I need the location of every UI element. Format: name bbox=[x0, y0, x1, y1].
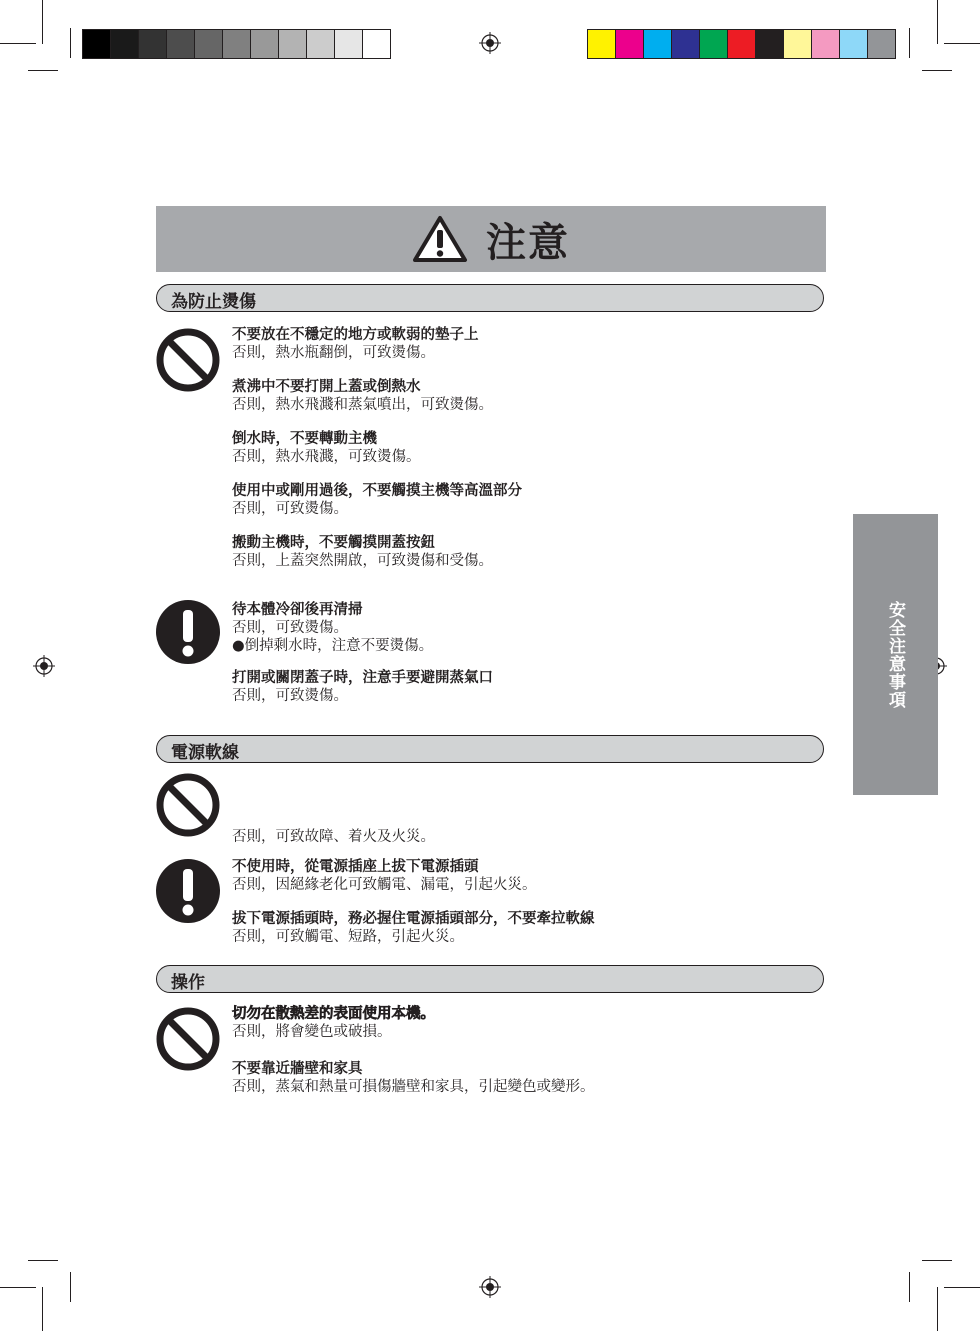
caution-item bbox=[232, 326, 832, 362]
prohibition-icon bbox=[155, 1006, 221, 1072]
item-heading: 煮沸中不要打開上蓋或倒熱水 bbox=[232, 379, 421, 395]
registration-mark-icon bbox=[33, 655, 55, 677]
mandatory-action-icon bbox=[155, 599, 221, 665]
item-body: 否則，蒸氣和熱量可損傷牆壁和家具，引起變色或變形。 bbox=[232, 1079, 595, 1095]
mandatory-action-icon bbox=[155, 858, 221, 924]
section-title: 電源軟線 bbox=[171, 743, 239, 763]
section-title: 為防止燙傷 bbox=[171, 292, 256, 312]
section-title: 操作 bbox=[171, 973, 205, 993]
caution-item bbox=[232, 1060, 832, 1096]
side-tab-label: 安全注意事項 bbox=[885, 600, 905, 709]
item-body: 否則，將會變色或破損。 bbox=[232, 1024, 392, 1040]
item-heading bbox=[232, 810, 832, 828]
registration-mark-icon bbox=[479, 1276, 501, 1298]
item-heading: 使用中或剛用過後，不要觸摸主機等高溫部分 bbox=[232, 483, 522, 499]
item-heading: 倒水時，不要轉動主機 bbox=[232, 431, 377, 447]
caution-item bbox=[232, 910, 832, 946]
item-body: 否則，可致燙傷。 bbox=[232, 501, 348, 517]
side-tab bbox=[853, 514, 938, 795]
item-heading: 打開或關閉蓋子時，注意手要避開蒸氣口 bbox=[232, 670, 493, 686]
caution-item bbox=[232, 430, 832, 466]
section-header-power-cord bbox=[156, 735, 824, 763]
item-heading: 不使用時，從電源插座上拔下電源插頭 bbox=[232, 859, 479, 875]
banner-title: 注意 bbox=[486, 219, 570, 266]
item-body: 否則，熱水飛濺和蒸氣噴出，可致燙傷。 bbox=[232, 397, 493, 413]
caution-item bbox=[232, 1005, 832, 1041]
item-heading: 搬動主機時，不要觸摸開蓋按鈕 bbox=[232, 535, 435, 551]
caution-item bbox=[232, 378, 832, 414]
section-header-burn-prevention bbox=[156, 284, 824, 312]
caution-banner bbox=[156, 206, 826, 272]
item-body: 否則，可致觸電、短路，引起火災。 bbox=[232, 929, 464, 945]
item-heading: 拔下電源插頭時，務必握住電源插頭部分，不要牽拉軟線 bbox=[232, 911, 595, 927]
caution-item bbox=[232, 669, 832, 705]
item-body: 否則，可致燙傷。 bbox=[232, 688, 348, 704]
caution-item bbox=[232, 810, 832, 846]
registration-mark-icon bbox=[479, 32, 501, 54]
caution-item bbox=[232, 482, 832, 518]
gray-swatch-strip bbox=[82, 29, 391, 59]
item-heading: 待本體冷卻後再清掃 bbox=[232, 602, 363, 618]
item-heading: 不要放在不穩定的地方或軟弱的墊子上 bbox=[232, 327, 479, 343]
section-header-operation bbox=[156, 965, 824, 993]
item-body: 否則，因絕緣老化可致觸電、漏電，引起火災。 bbox=[232, 877, 537, 893]
item-bullet: ●倒掉剩水時，注意不要燙傷。 bbox=[232, 638, 434, 654]
item-heading: 不要靠近牆壁和家具 bbox=[232, 1061, 363, 1077]
prohibition-icon bbox=[155, 327, 221, 393]
color-swatch-strip bbox=[587, 29, 896, 59]
prohibition-icon bbox=[155, 772, 221, 838]
caution-item bbox=[232, 858, 832, 894]
item-heading: 切勿在散熱差的表面使用本機。 bbox=[232, 1006, 435, 1022]
item-body: 否則，上蓋突然開啟，可致燙傷和受傷。 bbox=[232, 553, 493, 569]
item-body: 否則，可致燙傷。 bbox=[232, 620, 348, 636]
item-body: 否則，熱水瓶翻倒，可致燙傷。 bbox=[232, 345, 435, 361]
item-body: 否則，可致故障、着火及火災。 bbox=[232, 829, 435, 845]
caution-item bbox=[232, 601, 832, 655]
item-body: 否則，熱水飛濺，可致燙傷。 bbox=[232, 449, 421, 465]
caution-item bbox=[232, 534, 832, 570]
warning-triangle-icon bbox=[412, 215, 468, 263]
